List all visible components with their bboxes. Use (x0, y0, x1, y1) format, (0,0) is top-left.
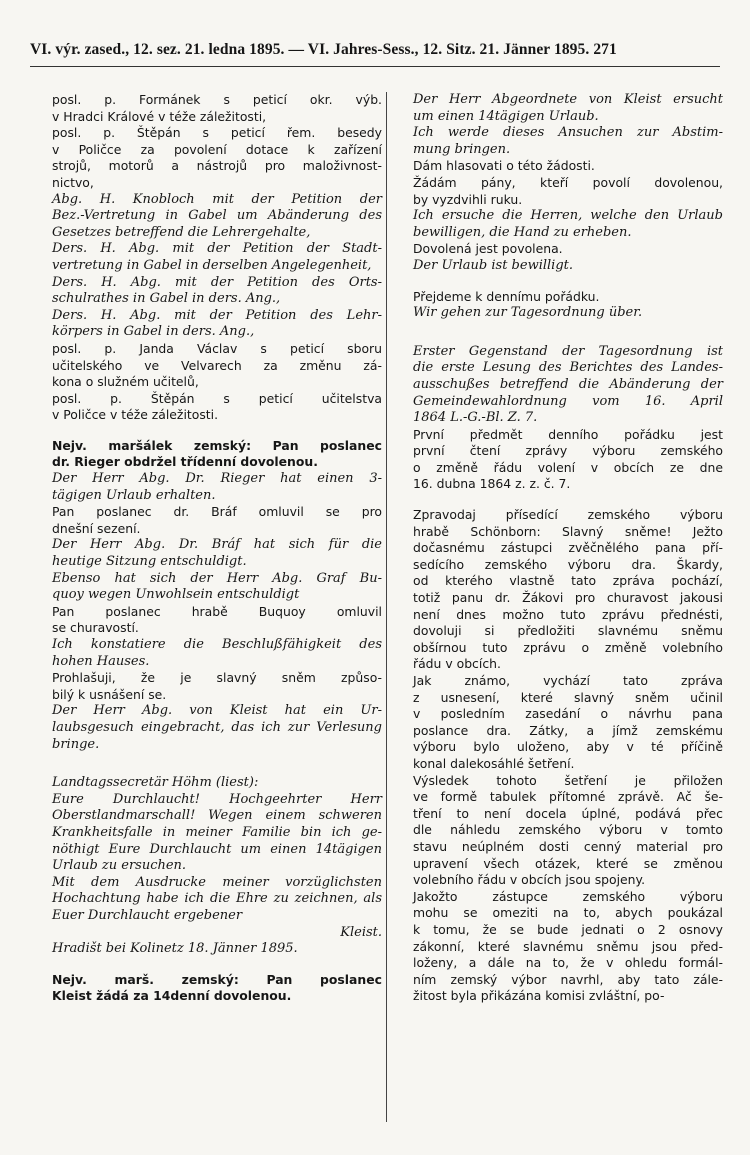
text-line: od kterého vlastně tato zpráva pochází, (413, 573, 723, 589)
text-line: heutige Sitzung entschuldigt. (52, 554, 247, 570)
text-line: řádu v obcích. (413, 656, 501, 672)
text-line: nictvo, (52, 174, 94, 190)
left-paragraph (30, 604, 382, 637)
paragraph-gap (391, 322, 723, 344)
text-line: Mit dem Ausdrucke meiner vorzüglichsten (52, 874, 382, 890)
text-line: Dovolená jest povolena. (413, 241, 563, 257)
text-line: ausschußes betreffend die Abänderung der (413, 376, 723, 392)
text-line: vertretung in Gabel in derselben Angelegenheit, (52, 257, 372, 273)
text-line: die erste Lesung des Berichtes des Landes- (413, 360, 723, 376)
text-line: ve formě tabulek přítomné zprávě. Ač še- (413, 789, 723, 805)
text-line: Zpravodaj přísedící zemského výboru (413, 507, 723, 523)
text-line: Der Urlaub ist bewilligt. (413, 257, 574, 273)
left-paragraph (30, 637, 382, 670)
text-line: Ders. H. Abg. mit der Petition des Orts- (52, 274, 382, 290)
text-line: obšírnou tuto zprávu o změně volebního (413, 639, 723, 655)
right-paragraph (391, 427, 723, 493)
paragraph-gap (30, 753, 382, 775)
text-line: kona o služném učitelů, (52, 374, 199, 390)
text-line: Kleist žádá za 14denní dovolenou. (52, 988, 292, 1004)
text-line: mung bringen. (413, 141, 511, 157)
right-paragraph (391, 673, 723, 773)
left-paragraph (30, 308, 382, 341)
text-line: posl. p. Formánek s peticí okr. výb. (52, 92, 382, 107)
right-paragraph (391, 241, 723, 258)
text-line: Gemeindewahlordnung vom 16. April (413, 393, 723, 409)
paragraph-gap (30, 958, 382, 972)
text-line: bringe. (52, 736, 100, 752)
text-line: Abg. H. Knobloch mit der Petition der (52, 191, 382, 207)
text-line: Ich werde dieses Ansuchen zur Abstim- (413, 125, 723, 141)
text-line: Landtagssecretär Höhm (liest): (52, 775, 259, 791)
text-line: totiž panu dr. Žákovi pro churavost jakousi (413, 590, 723, 606)
page-header: VI. výr. zased., 12. sez. 21. ledna 1895. — VI. Jahres-Sess., 12. Sitz. 21. Jänner 1895. 271 (30, 41, 617, 58)
right-paragraph (391, 158, 723, 175)
text-line: hohen Hauses. (52, 653, 150, 669)
right-paragraph (391, 289, 723, 306)
text-line: Ich ersuche die Herren, welche den Urlaub (413, 208, 723, 224)
text-line: v Hradci Králové v téže záležitosti, (52, 108, 267, 124)
text-line: Oberstlandmarschall! Wegen einem schweren (52, 808, 382, 824)
text-line: stavu neúplném dosti cenný material pro (413, 838, 723, 854)
text-line: Bez.-Vertretung in Gabel um Abänderung des (52, 208, 382, 224)
right-paragraph (391, 175, 723, 208)
text-line: sedícího zemského výboru dra. Škardy, (413, 556, 723, 572)
text-line: konal dalekosáhlé šetření. (413, 755, 575, 771)
left-paragraph (30, 275, 382, 308)
right-paragraph (391, 773, 723, 889)
text-line: dnešní sezení. (52, 520, 141, 536)
text-line: Ebenso hat sich der Herr Abg. Graf Bu- (52, 570, 382, 586)
text-line: 1864 L.-G.-Bl. Z. 7. (413, 410, 538, 426)
left-paragraph (30, 537, 382, 570)
text-line: tření to není docela úplné, podává přec (413, 805, 723, 821)
text-line: volebního řádu v obcích jsou spojeny. (413, 872, 646, 888)
text-line: v Poličce v téže záležitosti. (52, 407, 219, 423)
text-line: Der Herr Abg. Dr. Bráf hat sich für die (52, 537, 382, 553)
column-separator (386, 92, 387, 1122)
text-line: učitelského ve Velvarech za změnu zá- (52, 357, 382, 373)
text-line: k tomu, že se bude jednati o 2 osnovy (413, 921, 723, 937)
text-line: Pan poslanec hrabě Buquoy omluvil (52, 603, 382, 619)
text-line: laubsgesuch eingebracht, das ich zur Verlesung (52, 719, 382, 735)
right-paragraph (391, 92, 723, 125)
text-line: Nejv. marš. zemský: Pan poslanec (52, 971, 382, 987)
text-line: Hradišt bei Kolinetz 18. Jänner 1895. (52, 941, 298, 957)
text-line: Wir gehen zur Tagesordnung über. (413, 305, 643, 321)
text-line: Ders. H. Abg. mit der Petition der Stadt- (52, 241, 382, 257)
text-line: mohu se omeziti na to, abych poukázal (413, 905, 723, 921)
left-paragraph (30, 703, 382, 753)
text-line: quoy wegen Unwohlsein entschuldigt (52, 587, 300, 603)
text-line: Der Herr Abg. von Kleist hat ein Ur- (52, 703, 382, 719)
text-line: Nejv. maršálek zemský: Pan poslanec (52, 437, 382, 453)
text-line: Krankheitsfalle in meiner Familie bin ich ge- (52, 824, 382, 840)
text-line: Eure Durchlaucht! Hochgeehrter Herr (52, 791, 382, 807)
text-line: výboru bylo uloženo, aby v té příčině (413, 739, 723, 755)
right-paragraph (391, 208, 723, 241)
text-line: posl. p. Janda Václav s peticí sboru (52, 340, 382, 356)
text-line: 16. dubna 1864 z. z. č. 7. (413, 476, 571, 492)
text-line: körpers in Gabel in ders. Ang., (52, 324, 255, 340)
text-line: hrabě Schönborn: Slavný sněme! Ježto (413, 523, 723, 539)
left-paragraph (30, 670, 382, 703)
text-line: schulrathes in Gabel in ders. Ang., (52, 291, 281, 307)
right-paragraph (391, 344, 723, 427)
left-paragraph (30, 341, 382, 391)
left-paragraph (30, 792, 382, 875)
left-paragraph (30, 438, 382, 471)
text-line: dovoluji si předložiti slavnému sněmu (413, 623, 723, 639)
right-paragraph (391, 507, 723, 673)
header-rule (30, 66, 720, 67)
paragraph-gap (30, 424, 382, 438)
left-paragraph (30, 972, 382, 1005)
text-line: Urlaub zu ersuchen. (52, 858, 187, 874)
text-line: Ich konstatiere die Beschlußfähigkeit des (52, 637, 382, 652)
text-line: posl. p. Štěpán s peticí řem. besedy (52, 125, 382, 141)
left-paragraph (30, 241, 382, 274)
text-line: Výsledek tohoto šetření je přiložen (413, 772, 723, 788)
text-line: Přejdeme k dennímu pořádku. (413, 288, 600, 304)
text-line: upravení všech otázek, které se změnou (413, 855, 723, 871)
text-line: Der Herr Abgeordnete von Kleist ersucht (413, 92, 723, 107)
text-line: první čtení zprávy výboru zemského (413, 443, 723, 459)
right-paragraph (391, 889, 723, 1005)
text-line: Ders. H. Abg. mit der Petition des Lehr- (52, 307, 382, 323)
text-line: není dnes možno tuto zprávu přednésti, (413, 606, 723, 622)
text-line: loženy, a dále na to, že v ohledu formál- (413, 955, 723, 971)
text-line: strojů, motorů a nástrojů pro maloživnost- (52, 158, 382, 174)
right-paragraph (391, 305, 723, 322)
text-line: ním zemský výbor navrhl, aby tato zále- (413, 971, 723, 987)
text-line: Gesetzes betreffend die Lehrergehalte, (52, 224, 311, 240)
text-line: Kleist. (340, 924, 382, 940)
left-paragraph (30, 92, 382, 125)
text-line: Hochachtung habe ich die Ehre zu zeichnen, als (52, 891, 382, 907)
text-line: dočasnému zástupci zvěčnělého pana pří- (413, 540, 723, 556)
text-line: poslance dra. Zátky, a jímž zemskému (413, 722, 723, 738)
text-line: by vyzdvihli ruku. (413, 191, 523, 207)
left-paragraph (30, 875, 382, 925)
text-line: bilý k usnášení se. (52, 686, 167, 702)
text-line: tägigen Urlaub erhalten. (52, 487, 216, 503)
left-paragraph (30, 775, 382, 792)
text-line: posl. p. Štěpán s peticí učitelstva (52, 390, 382, 406)
text-line: Pan poslanec dr. Bráf omluvil se pro (52, 504, 382, 520)
left-paragraph (30, 504, 382, 537)
text-line: dle náhledu zemského výboru v tomto (413, 822, 723, 838)
text-line: v posledním zasedání o návrhu pana (413, 706, 723, 722)
text-line: nöthigt Eure Durchlaucht um einen 14tägigen (52, 841, 382, 857)
text-line: o změně řádu volení v obcích ze dne (413, 459, 723, 475)
text-line: Žádám pány, kteří povolí dovolenou, (413, 174, 723, 190)
paragraph-gap (391, 275, 723, 289)
text-line: Jakožto zástupce zemského výboru (413, 888, 723, 904)
right-paragraph (391, 125, 723, 158)
left-paragraph (30, 925, 382, 942)
text-line: Dám hlasovati o této žádosti. (413, 158, 595, 174)
left-paragraph (30, 571, 382, 604)
text-line: První předmět denního pořádku jest (413, 426, 723, 442)
text-line: bewilligen, die Hand zu erheben. (413, 224, 632, 240)
left-column (30, 92, 382, 1005)
text-line: dr. Rieger obdržel třídenní dovolenou. (52, 454, 318, 470)
text-line: z usnesení, které slavný sněm učinil (413, 689, 723, 705)
text-line: zákonní, které slavnému sněmu jsou před- (413, 938, 723, 954)
text-line: Euer Durchlaucht ergebener (52, 907, 243, 923)
right-paragraph (391, 258, 723, 275)
text-line: v Poličce za povolení dotace k zařízení (52, 141, 382, 157)
text-line: se churavostí. (52, 620, 139, 636)
paragraph-gap (391, 493, 723, 507)
text-line: Jak známo, vychází tato zpráva (413, 673, 723, 688)
text-line: žitost byla přikázána komisi zvláštní, po- (413, 988, 665, 1004)
left-paragraph (30, 471, 382, 504)
left-paragraph (30, 192, 382, 242)
text-line: Prohlašuji, že je slavný sněm způso- (52, 670, 382, 686)
text-line: um einen 14tägigen Urlaub. (413, 108, 599, 124)
right-column (391, 92, 723, 1005)
left-paragraph (30, 941, 382, 958)
text-line: Der Herr Abg. Dr. Rieger hat einen 3- (52, 471, 382, 487)
text-line: Erster Gegenstand der Tagesordnung ist (413, 343, 723, 359)
left-paragraph (30, 125, 382, 191)
left-paragraph (30, 391, 382, 424)
